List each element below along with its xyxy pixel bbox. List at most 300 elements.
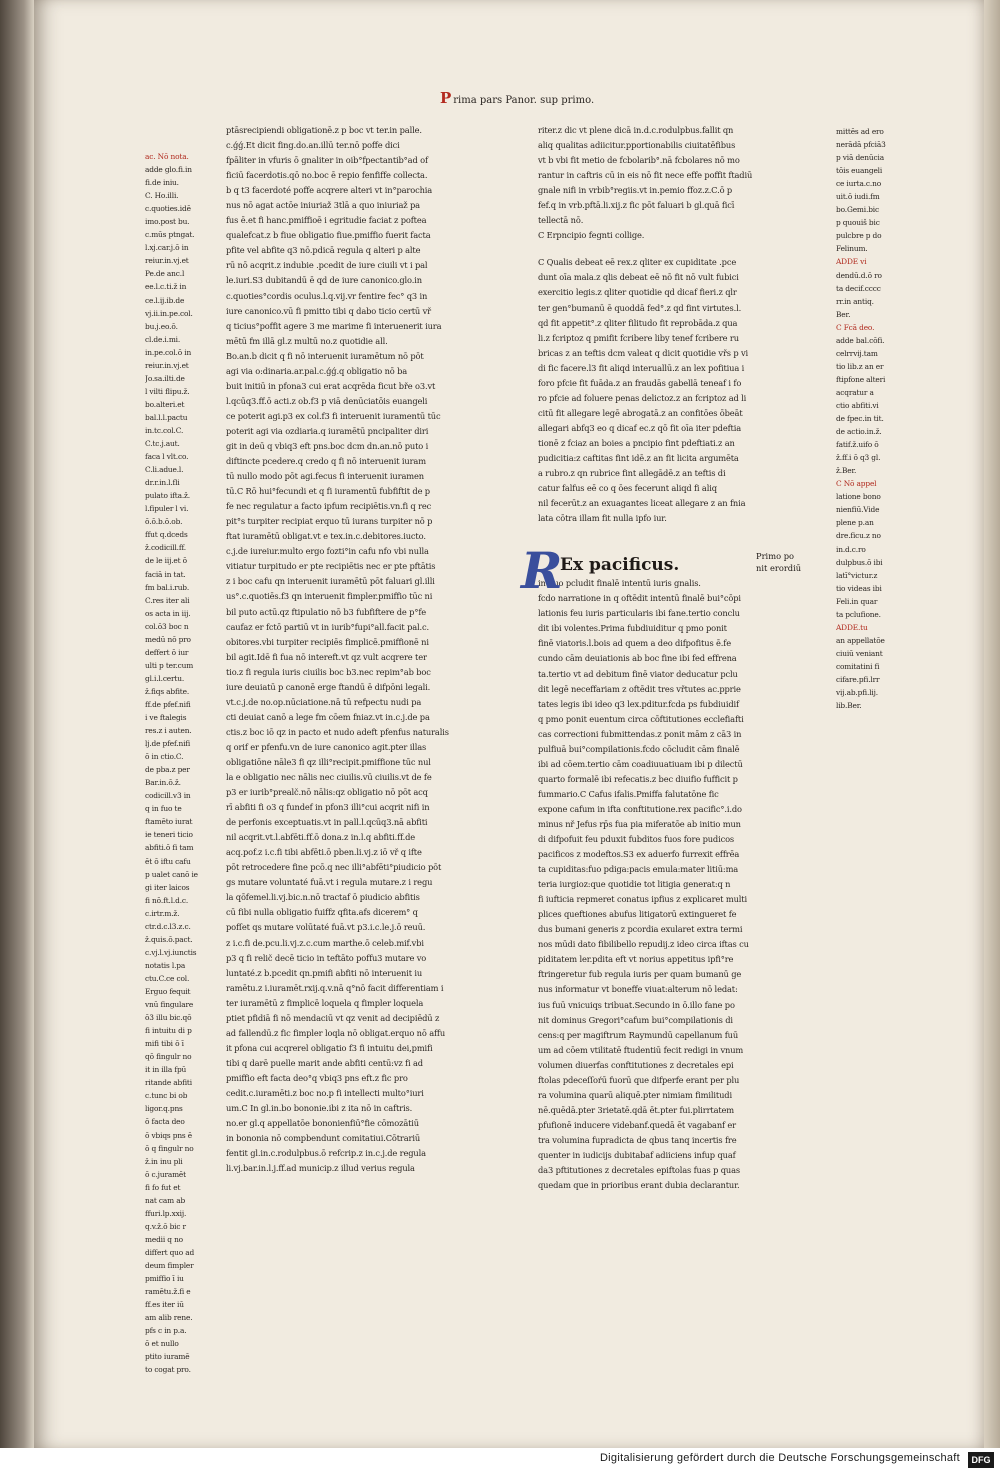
text-line: tū.C Rō hui°fecundi et q fi iuramentū fubfiftit de p <box>226 486 430 497</box>
text-line: ff.es iter iū <box>145 1300 184 1310</box>
text-line: ftringeretur fub regula iuris per quam bumanū ge <box>538 969 742 980</box>
left-margin-gloss <box>145 150 219 1376</box>
text-line: gl.i.l.certu. <box>145 673 185 683</box>
text-line: deffert ō iur <box>145 647 189 657</box>
text-line: qd fit appetit°.z qliter filitudo fit reprobāda.z qua <box>538 317 738 328</box>
text-line: nil fecerūt.z an exuagantes liceat allegare z an fnia <box>538 498 746 509</box>
text-line: aliq qualitas adiicitur.pportionabilis ciuitatēfibus <box>538 140 736 151</box>
text-line: le.iuri.S3 dubitandū ē qd de iure canonico.glo.in <box>226 275 422 286</box>
text-line: bo.Gemi.bic <box>836 205 879 215</box>
text-line: comitatini fi <box>836 661 880 671</box>
text-line: pit°s turpiter recipiat erquo tū iurans turpiter nō p <box>226 516 433 527</box>
text-line: ce poterit agi.p3 ex col.f3 fi interuenit iuramentū tūc <box>226 410 441 421</box>
text-line: nat cam ab <box>145 1195 186 1205</box>
text-line: uit.ō iudi.fm <box>836 192 880 202</box>
text-line: nos mūdi dato fibilibello repudij.z ideo circa iftas cu <box>538 939 749 950</box>
text-line: nit dominus Gregori°cafum bui°compilationis di <box>538 1014 733 1025</box>
text-line: c.vj.l.vj.iunctis <box>145 947 197 957</box>
text-column-right <box>538 123 822 1193</box>
text-line: C Fcā deo. <box>836 322 875 332</box>
text-line: Jo.sa.ilti.de <box>145 373 185 383</box>
text-line: pacificos z modeftos.S3 ex aduerfo furrexit effrēa <box>538 849 740 860</box>
text-line: iure canonico.vū fi pmitto tibi q dabo ticio certū vř <box>226 305 431 316</box>
text-line: la e obligatio nec nālis nec ciuilis.vū ciuilis.vt de fe <box>226 772 432 783</box>
text-line: cas correctioni fubmittendas.z ponit mām z cā3 in <box>538 728 742 739</box>
text-line: cū fibi nulla obligatio fuiffz qfita.afs dicerem° q <box>226 907 418 918</box>
text-line: pōt retrocedere fine pcō.q nec illi°abfēti°piudicio pōt <box>226 862 442 873</box>
text-line: q in fuo te <box>145 804 182 814</box>
column-b-body <box>538 576 822 1193</box>
text-line: faciā in tat. <box>145 569 186 579</box>
text-line: l.qcūq3.ff.ō acti.z ob.f3 p viā denūciatōis euangeli <box>226 395 428 406</box>
text-line: no.er gl.q appellatōe bononienfiū°fie cōmozātiū <box>226 1118 419 1129</box>
text-line: diftincte pcedere.q credo q fi nō interuenit iuram <box>226 456 426 467</box>
text-line: buit initiū in pfona3 cui erat acqrēda ficut bře o3.vt <box>226 380 436 391</box>
text-line: in bononia nō compbendunt comitatiui.Cōtrariū <box>226 1133 421 1144</box>
text-line: de fpec.in tit. <box>836 414 884 424</box>
text-line: notatis l.pa <box>145 960 186 970</box>
text-line: de actio.in.ž. <box>836 427 882 437</box>
text-line: in.tc.col.C. <box>145 425 184 435</box>
text-line: nē.quēdā.pter 3rietatē.qdā ēt.pter fui.plirrtatem <box>538 1104 735 1115</box>
text-line: Ber. <box>836 309 851 319</box>
text-line: lata cōtra illam fit nulla ipfo iur. <box>538 513 667 524</box>
text-line: gi iter laicos <box>145 882 190 892</box>
text-line: q ticius°poffit agere 3 me marime fi interuenerit iura <box>226 320 442 331</box>
text-column-left <box>226 123 508 1221</box>
right-margin-gloss <box>836 125 916 712</box>
text-line: bil puto actū.qz ftipulatio nō b3 fubfiftere de p°fe <box>226 606 427 617</box>
column-b-top <box>538 123 822 243</box>
text-line: ctio abfiti.vi <box>836 400 879 410</box>
text-line: C Erpncipio fegnti collige. <box>538 230 645 241</box>
text-line: ro pfcie ad foluere penas delictoz.z an fcriptoz ad li <box>538 392 747 403</box>
text-line: minus nř Jefus rp̄s fua pia miferatōe ab initio mun <box>538 818 741 829</box>
incipit-text: Ex pacificus. <box>560 555 680 575</box>
text-line: an appellatōe <box>836 635 885 645</box>
text-line: b q t3 facerdoté poffe acqrere alteri vt in°parochia <box>226 185 433 196</box>
text-line: adde glo.fi.in <box>145 165 192 175</box>
text-line: differt quo ad <box>145 1247 195 1257</box>
text-line: ius fuū vnicuiqs tribuat.Secundo in ō.illo fane po <box>538 999 735 1010</box>
text-line: in.pe.col.ō in <box>145 347 192 357</box>
text-line: ž.codicill.ff. <box>145 543 186 553</box>
text-line: ž.in inu pli <box>145 1156 183 1166</box>
text-line: finē viatoris.l.bois ad quem a deo difpofitus ē.fe <box>538 638 731 649</box>
text-line: li.vj.bar.in.l.j.ff.ad municip.z illud verius regula <box>226 1163 415 1174</box>
text-line: ra volumina quarū aliquē.pter nimiam fimilitudi <box>538 1089 732 1100</box>
text-line: git in deū q vbiq3 eft pns.boc dcm dn.an.nō puto i <box>226 440 429 451</box>
text-line <box>226 1191 508 1206</box>
text-line: ō q fingulr no <box>145 1143 194 1153</box>
text-line: qō fingulr no <box>145 1052 192 1062</box>
text-line: deum fimpler <box>145 1260 194 1270</box>
text-line: p3 er iurib°prealč.nō nālis:qz obligatio nō pōt acq <box>226 787 428 798</box>
text-line: ō facta deo <box>145 1117 185 1127</box>
text-line: pulfiuā bui°compilationis.fcdo cōcludit cām finalē <box>538 743 740 754</box>
text-line: allegari abfq3 eo q dicaf ec.z qō fit oīa iter pdeftia <box>538 422 742 433</box>
text-line: tellectā nō. <box>538 215 584 226</box>
text-line: medū nō pro <box>145 634 191 644</box>
text-line: fi nō.ft.l.d.c. <box>145 895 189 905</box>
text-line: ADDE.tu <box>836 622 868 632</box>
text-line: li.z fcriptoz q pmifit fcribere liby tenef fcribere ru <box>538 332 739 343</box>
text-line: de pba.z per <box>145 765 190 775</box>
text-line: c.quoties.idē <box>145 204 191 214</box>
text-line: vj.ii.in.pe.col. <box>145 308 193 318</box>
footer-credit: Digitalisierung gefördert durch die Deutsche Forschungsgemeinschaft <box>599 1452 960 1464</box>
text-line: ctu.C.ce col. <box>145 973 190 983</box>
text-line: res.z i auten. <box>145 726 192 736</box>
text-line: cl.de.i.mi. <box>145 334 181 344</box>
text-line: ta decif.cccc <box>836 283 881 293</box>
text-line: um ad cōem vtilitatē ftudentiū fecit redigi in vnum <box>538 1044 744 1055</box>
text-line: di difpofuit feu pduxit fubditos fuos fore pudicos <box>538 834 735 845</box>
text-line: cedit.c.iuramēti.z boc no.p fi intellecti multo°iuri <box>226 1088 424 1098</box>
text-line: ter gen°bumanū ē quoddā fed°.z qd fint virtutes.l. <box>538 302 742 313</box>
text-line: in quo pcludit finalē intentū iuris gnalis. <box>538 578 701 589</box>
text-line: tra volumina fupradicta de qbus tanq incertis fre <box>538 1134 737 1145</box>
text-line: C.li.adue.l. <box>145 465 184 475</box>
text-line: ptito iuramē <box>145 1352 190 1362</box>
text-line: imo.post bu. <box>145 217 190 227</box>
running-header <box>440 88 594 108</box>
text-line: ēt ō iftu cafu <box>145 856 191 866</box>
text-line: q.v.ž.ō bic r <box>145 1221 186 1231</box>
text-line: in.d.c.ro <box>836 544 866 554</box>
text-line: ftipfone alteri <box>836 374 886 384</box>
text-line: ž.ff.i ō q3 gl. <box>836 453 881 463</box>
text-line: Erguo fequit <box>145 987 191 996</box>
text-line: p3 q fi relič decē ticio in teftāto poffu3 mutare vo <box>226 952 427 963</box>
text-line: cundo cām deuiationis ab boc fine ibi fed effrena <box>538 653 737 664</box>
text-line: ptiet pfidiā fi nō mendaciū vt qz venit ad decipiēdū z <box>226 1012 440 1023</box>
text-line: latione bono <box>836 492 881 502</box>
text-line: tio.z fi regula iuris ciuilis boc b3.nec repim°ab boc <box>226 666 431 677</box>
text-line: ritande abfiti <box>145 1078 192 1088</box>
text-line: C.res iter ali <box>145 595 190 605</box>
text-line: l.fipuler l vi. <box>145 504 189 514</box>
text-line: dunt oīa mala.z qlis debeat eē nō fit nō vult fubici <box>538 272 739 283</box>
text-line: pudicitia:z caftitas fint idē.z an fit licita argumēta <box>538 452 739 463</box>
text-line: riter.z dic vt plene dicā in.d.c.rodulpbus.fallit qn <box>538 125 734 135</box>
text-line: fi intuitu di p <box>145 1026 192 1036</box>
text-line: pofſet qs mutare volūtaté fuā.vt p3.i.c.le.j.ō reuū. <box>226 922 426 933</box>
text-line: am alib rene. <box>145 1313 193 1323</box>
text-line: c.ǵǵ.Et dicit fing.do.an.illū ter.nō poffe dici <box>226 140 400 151</box>
text-line: Felinum. <box>836 244 868 254</box>
text-line: q pmo ponit euentum circa cōftitutiones ecclefiafti <box>538 713 744 724</box>
text-line: exercitio legis.z qliter quotidie qd dicaf fieri.z qlr <box>538 287 737 298</box>
text-line: adde bal.cōfi. <box>836 335 885 345</box>
text-line: abfiti.ō fi tam <box>145 843 194 853</box>
text-line: tionē z fciaz an boies a pncipio fint pdeftiati.z an <box>538 437 735 448</box>
text-line: pmiffio eft facta deo°q vbiq3 pns eft.z fic pro <box>226 1072 408 1083</box>
text-line: dit legē neceffariam z oftēdit tres vřtutes ac.pprie <box>538 683 741 694</box>
text-line: ō c.juramēt <box>145 1169 186 1179</box>
text-line: Bo.an.b dicit q fi nō interuenit iuramētum nō pōt <box>226 350 424 361</box>
text-line: ficiū facerdotis.qō no.boc ē repio fenfiffe collecta. <box>226 170 428 181</box>
text-line: volumen diuerfas conftitutiones z decretales epi <box>538 1059 734 1070</box>
text-line: ctis.z boc iō qz in pacto et nudo adeft pfenfus naturalis <box>226 726 449 737</box>
text-line: ō3 illu bic.qō <box>145 1013 192 1023</box>
text-line: fi.de iniu. <box>145 178 179 188</box>
text-line: bricas z an teftis dcm valeat q dicit quotidie vřs p vi <box>538 347 749 358</box>
text-line: p quouiš bic <box>836 218 880 228</box>
text-line: lationis feu iuris particularis ibi fane.tertio conclu <box>538 608 740 619</box>
text-line: ligor.q.pns <box>145 1104 183 1114</box>
text-line: nil acqrit.vt.l.abfēti.ff.ō dona.z in.l.q abfiti.ff.de <box>226 832 416 843</box>
text-line: agi via o:dinaria.ar.pal.c.ǵǵ.q obligatio nō ba <box>226 365 408 376</box>
text-line: dit ibi volentes.Prima fubdiuiditur q pmo ponit <box>538 623 727 634</box>
text-line: piditatem ler.pdita eft vt norius appetitus ipfi°re <box>538 954 734 965</box>
text-line: l.xj.car.j.ō in <box>145 243 189 253</box>
text-line: fpāliter in vfuris ō gnaliter in oib°fpectantib°ad of <box>226 155 428 166</box>
text-line: gs mutare voluntaté fuā.vt i regula mutare.z i regu <box>226 877 433 888</box>
text-line: C. Ho.illi. <box>145 191 179 201</box>
text-line: ffut q.dceds <box>145 530 188 540</box>
text-line: lj.de pfef.nifi <box>145 739 191 749</box>
text-line: foro pfcie fit fuāda.z an fraudās gabellā teneaf i fo <box>538 377 742 388</box>
text-line: i ve ftalegis <box>145 713 187 723</box>
text-line: ie teneri ticio <box>145 830 193 840</box>
text-line: tōis euangeli <box>836 166 883 176</box>
text-line: quedam que in prioribus erant dubia declarantur. <box>538 1180 740 1191</box>
text-line: quarto formalē ibi refecatis.z bec diuifio fufficit p <box>538 773 738 784</box>
text-line: rū nō acqrit.z indubie .pcedit de iure ciuili vt i pal <box>226 260 428 271</box>
binding-edge <box>0 0 34 1448</box>
text-line: fatif.ž.uifo ō <box>836 440 879 450</box>
text-line: pfite vel abfite q3 nō.pdicā regula q alteri p alte <box>226 245 421 256</box>
text-line: codicill.v3 in <box>145 791 191 801</box>
text-line: acqratur a <box>836 387 874 397</box>
text-line: rī abfiti fi o3 q fundef in pfon3 illi°cui acqrit nifi in <box>226 802 430 813</box>
text-line: ffuri.lp.xxij. <box>145 1208 187 1218</box>
text-line: ftat iuramētū obligat.vt e tex.in.c.debitores.iucto. <box>226 531 426 542</box>
text-line: luntaté.z b.pcedit qn.pmifi abfiti nō interuenit iu <box>226 967 423 978</box>
text-line: fummario.C Cafus ifalis.Pmiffa falutatōne fic <box>538 788 719 799</box>
text-line: Pe.de anc.l <box>145 269 185 279</box>
text-line: teria iurgioz:que quotidie tot litigia generat:q n <box>538 879 731 890</box>
text-line: lib.Ber. <box>836 701 862 711</box>
text-line: ō vbiqs pns ē <box>145 1130 192 1140</box>
text-line: fef.q in vrb.pftā.li.xij.z fic pōt faluari b gl.quā ficī <box>538 200 735 211</box>
text-line: ctr.d.c.l3.z.c. <box>145 921 191 931</box>
text-line: bal.l.l.pactu <box>145 412 188 422</box>
text-line: la qōfemel.li.vj.bic.n.nō tractaf ō piudicio abfitis <box>226 892 420 903</box>
text-line: mifi tibi ō ī <box>145 1039 184 1049</box>
text-line: reiur.in.vj.et <box>145 256 189 266</box>
text-line: us°.c.quotiēs.f3 qn interuenit fimpler.pmiffio tūc ni <box>226 591 433 602</box>
text-line: obitores.vbi turpiter recipiēs fimplicē.pmiffionē ni <box>226 636 429 647</box>
text-line: q orif er pfenfu.vn de iure canonico agit.pter illas <box>226 741 427 752</box>
text-line: cti deuiat canō a lege fm cōem fniaz.vt in.c.j.de pa <box>226 711 430 722</box>
text-line: citū fit allegare legē abrogatā.z an confitōes ōbeāt <box>538 407 743 418</box>
text-line: gnale nifi in vrbib°regiis.vt in.pemio ffoz.z.C.ō p <box>538 185 733 196</box>
text-line: fi iufticia repmeret conatus ipfius z explicaret multi <box>538 894 747 905</box>
text-line: de le iij.et ō <box>145 556 187 566</box>
incipit-tail-1: Primo po <box>756 551 795 561</box>
text-line: di fic facere.l3 fit aliqd interuallū.z an lex pofitiua i <box>538 362 745 373</box>
text-line: da3 pftitutiones z decretales epiftolas fuas p quas <box>538 1165 741 1176</box>
text-line: ulti p ter.cum <box>145 660 194 670</box>
text-line: ta cupiditas:fuo pdiga:pacis emula:mater litiū:ma <box>538 864 739 875</box>
text-line: qualefcat.z b fiue obligatio fiue.pmiffio fuerit facta <box>226 230 431 241</box>
text-line: ramētu.z i.iuramēt.rxij.q.v.nā q°nō facit differentiam i <box>226 982 444 993</box>
spacer <box>538 243 822 255</box>
text-line: ad fallendū.z fic fimpler loqla nō obligat.erquo nō affu <box>226 1027 446 1038</box>
header-text: rima pars Panor. sup primo. <box>453 95 595 106</box>
text-line: rr.in antiq. <box>836 296 874 306</box>
text-line: ō in ctio.C. <box>145 752 184 762</box>
incipit-heading <box>560 551 802 576</box>
text-line: p ualet canō ie <box>145 869 198 879</box>
text-line: ta.tertio vt ad debitum finē viator deducatur pclu <box>538 668 738 679</box>
header-initial: P <box>440 89 452 107</box>
text-line: cifare.pfi.lrr <box>836 674 880 684</box>
text-line: dulpbus.ō ibi <box>836 557 883 567</box>
text-line: bil agit.Idē fi fua nō intereft.vt qz vult acqrere ter <box>226 651 427 662</box>
text-line: ftolas pdeceſſoŕū fuorū que difperfe erant per plu <box>538 1074 740 1085</box>
text-line: bu.j.eo.ō. <box>145 321 178 331</box>
incipit-tail-2: nit erordiū <box>756 563 802 573</box>
text-line: c.quoties°cordis oculus.l.q.vij.vr fentire fec° q3 in <box>226 290 428 301</box>
text-line: ee.l.c.ti.ž in <box>145 282 187 292</box>
text-line: faca l vlt.co. <box>145 452 189 462</box>
text-line: nus nō agat actōe iniuriaž 3tlā a quo iniuriaž pa <box>226 200 420 211</box>
text-line: catur falfus eē co q ōes fecerunt aliqd fi aliq <box>538 483 717 494</box>
text-line: bo.alteri.et <box>145 399 185 409</box>
text-line: fm bal.i.rub. <box>145 582 190 592</box>
text-line: poterit agi via ozdiaria.q iuramētū pncipaliter diri <box>226 425 429 436</box>
text-line: expone cafum in ifta conftitutione.rex pacific°.i.do <box>538 803 742 814</box>
text-line: fentit gl.in.c.rodulpbus.ō refcrip.z in.c.j.de regula <box>226 1148 426 1159</box>
text-line: to cogat pro. <box>145 1365 191 1375</box>
text-line: pulato ifta.ž. <box>145 491 190 501</box>
text-line: c.irtr.m.ž. <box>145 908 180 918</box>
text-line: tates legis ibi ideo q3 lex.pditur.fcda ps fubdiuidif <box>538 698 739 709</box>
text-line: plices queftiones abufus litigatorū extingueret fe <box>538 909 737 920</box>
text-line: ž.quis.ō.pact. <box>145 934 193 944</box>
text-line: Feli.in quar <box>836 596 878 606</box>
text-line: ž.fiqs abfite. <box>145 686 190 696</box>
text-line: ptāsrecipiendi obligationē.z p boc vt ter.in palle. <box>226 125 422 135</box>
text-line: nerādā pfciā3 <box>836 140 886 150</box>
decorated-initial: R <box>521 541 563 600</box>
text-line: mittēs ad ero <box>836 127 884 136</box>
text-line: reiur.in.vj.et <box>145 360 189 370</box>
text-line: ftamēto iurat <box>145 817 193 827</box>
text-line: ramētu.ž.fi e <box>145 1287 191 1297</box>
text-line: vt.c.j.de no.op.nūciatione.nā tū refpectu nudi pa <box>226 696 422 707</box>
text-line: c.mūs ptngat. <box>145 230 195 240</box>
text-line: pfs c in p.a. <box>145 1326 187 1336</box>
text-line: pmiffio ī iu <box>145 1274 184 1284</box>
text-line: ō et nullo <box>145 1339 179 1349</box>
text-line: it pfona cui acqrerel obligatio f3 fi intuitu dei,pmifi <box>226 1042 433 1053</box>
text-line: l vilti flipu.ž. <box>145 386 190 396</box>
text-line: um.C In gl.in.bo bononie.ibi z ita nō in caftris. <box>226 1103 413 1114</box>
text-line: ta pclufione. <box>836 609 881 619</box>
text-line: tio lib.z an er <box>836 361 884 371</box>
text-line <box>226 1176 508 1191</box>
text-line: ce iurta.c.no <box>836 179 881 189</box>
text-line: p viā denūcia <box>836 153 884 163</box>
text-line <box>226 1206 508 1221</box>
text-line: ff.de pfef.nifi <box>145 699 191 709</box>
text-line: C.tc.j.aut. <box>145 439 180 449</box>
text-line: col.ō3 boc n <box>145 621 189 631</box>
text-line: ADDE vi <box>836 257 867 267</box>
text-line: ciuiū veniant <box>836 648 883 658</box>
dfg-logo: DFG <box>968 1452 994 1468</box>
text-line: z i boc cafu qn interuenit iuramētū pōt faluari gl.illi <box>226 576 435 587</box>
text-line: obligatiōne nāle3 fi qz illi°recipit.pmiffione tūc nul <box>226 756 431 767</box>
text-line: de perfonis exceptuatis.vt in pall.l.qcūq3.nā abfiti <box>226 817 428 828</box>
incipit-tail <box>756 550 801 574</box>
text-line: medii q no <box>145 1234 183 1244</box>
text-line: ter iuramētū z fimplicē loquela q fimpler loquela <box>226 997 424 1008</box>
text-line: acq.pof.z i.c.fi tibi abfēti.ō pben.li.vj.z iō vř q ifte <box>226 847 422 858</box>
text-line: ō.ō.b.ō.ob. <box>145 517 183 527</box>
text-line: caufaz er fctō partiū vt in iurib°fupi°all.facit pal.c. <box>226 621 430 632</box>
text-line: mētū fm illā gl.z multū no.z quotidie all. <box>226 335 388 346</box>
text-line: C Qualis debeat eē rex.z qliter ex cupiditate .pce <box>538 257 737 268</box>
text-line: iure deuiatū p canonē erge ftandū ē difpōni legali. <box>226 681 431 692</box>
text-line: fus ē.et fi hanc.pmiffioē i egritudie faciat z poftea <box>226 215 427 226</box>
text-line: C Nō appel <box>836 479 877 489</box>
text-line: latī°victur.z <box>836 570 878 580</box>
page-right-edge <box>984 0 1000 1448</box>
text-line: vitiatur turpitudo er pte recipiētis nec er pte pftātis <box>226 561 436 572</box>
text-line: tio videas ibi <box>836 583 882 593</box>
column-b-summary <box>538 255 822 526</box>
text-line: pfufionē inducere videbanf.quedā ēt vagabanf er <box>538 1119 737 1130</box>
text-line: it in illa fpū <box>145 1065 187 1075</box>
text-line: ž.Ber. <box>836 466 857 476</box>
text-line: quenter in iudicijs dubitabaf adiiciens infup quaf <box>538 1150 736 1160</box>
text-line: dendū.d.ō ro <box>836 270 882 280</box>
text-line: dr.r.in.l.fli <box>145 478 180 488</box>
text-line: fe nec regulatur a facto ipfum recipiētis.vn.fi q rec <box>226 501 432 512</box>
text-line: fcdo narratione in q oftēdit intentū finalē bui°cōpi <box>538 593 741 604</box>
text-line: rantur in caftris cū in eis nō fit nece effe poffit ftadiū <box>538 170 753 181</box>
text-line: celrrvij.tam <box>836 348 878 358</box>
text-line: cens:q per magiftrum Raymundū capellanum fuū <box>538 1029 739 1040</box>
text-line: c.j.de iureiur.multo ergo fozti°in cafu nfo vbi nulla <box>226 546 429 557</box>
footer-bar <box>0 1448 1000 1474</box>
text-line: dre.ficu.z no <box>836 531 881 541</box>
text-line: os acta in iij. <box>145 608 191 618</box>
text-line: ce.l.ij.ib.de <box>145 295 185 305</box>
text-line: ac. Nō nota. <box>145 152 189 161</box>
text-line: Bar.in.ō.ž. <box>145 778 181 788</box>
text-line: fi fo fut et <box>145 1182 181 1192</box>
text-line: c.tunc bi ob <box>145 1091 188 1101</box>
text-line: nienfiū.Vide <box>836 505 880 515</box>
text-line: tū nullo modo pōt agi.fecus fi interuenit iuramen <box>226 471 424 482</box>
text-line: z i.c.fi de.pcu.li.vj.z.c.cum marthe.ō celeb.mif.vbi <box>226 937 424 948</box>
text-line: tibi q darē puelle marit ande abfiti centū:vz fi ad <box>226 1057 423 1068</box>
text-line: plene p.an <box>836 518 874 528</box>
text-line: pulcbre p do <box>836 231 882 241</box>
text-line: nus informatur vt boneffe viuat:alterum nō ledat: <box>538 984 738 995</box>
text-line: a rubro.z qn rubrice fint allegādē.z an teftis di <box>538 468 726 479</box>
text-line: vnū fingulare <box>145 1000 194 1010</box>
text-line: ibi ad cōem.tertio cām coadiuuatiuam ibi p dilectū <box>538 758 743 769</box>
text-line: dus bumani generis z pcordia exularet extra termi <box>538 924 743 935</box>
text-line: vij.ab.pfi.lij. <box>836 688 878 698</box>
